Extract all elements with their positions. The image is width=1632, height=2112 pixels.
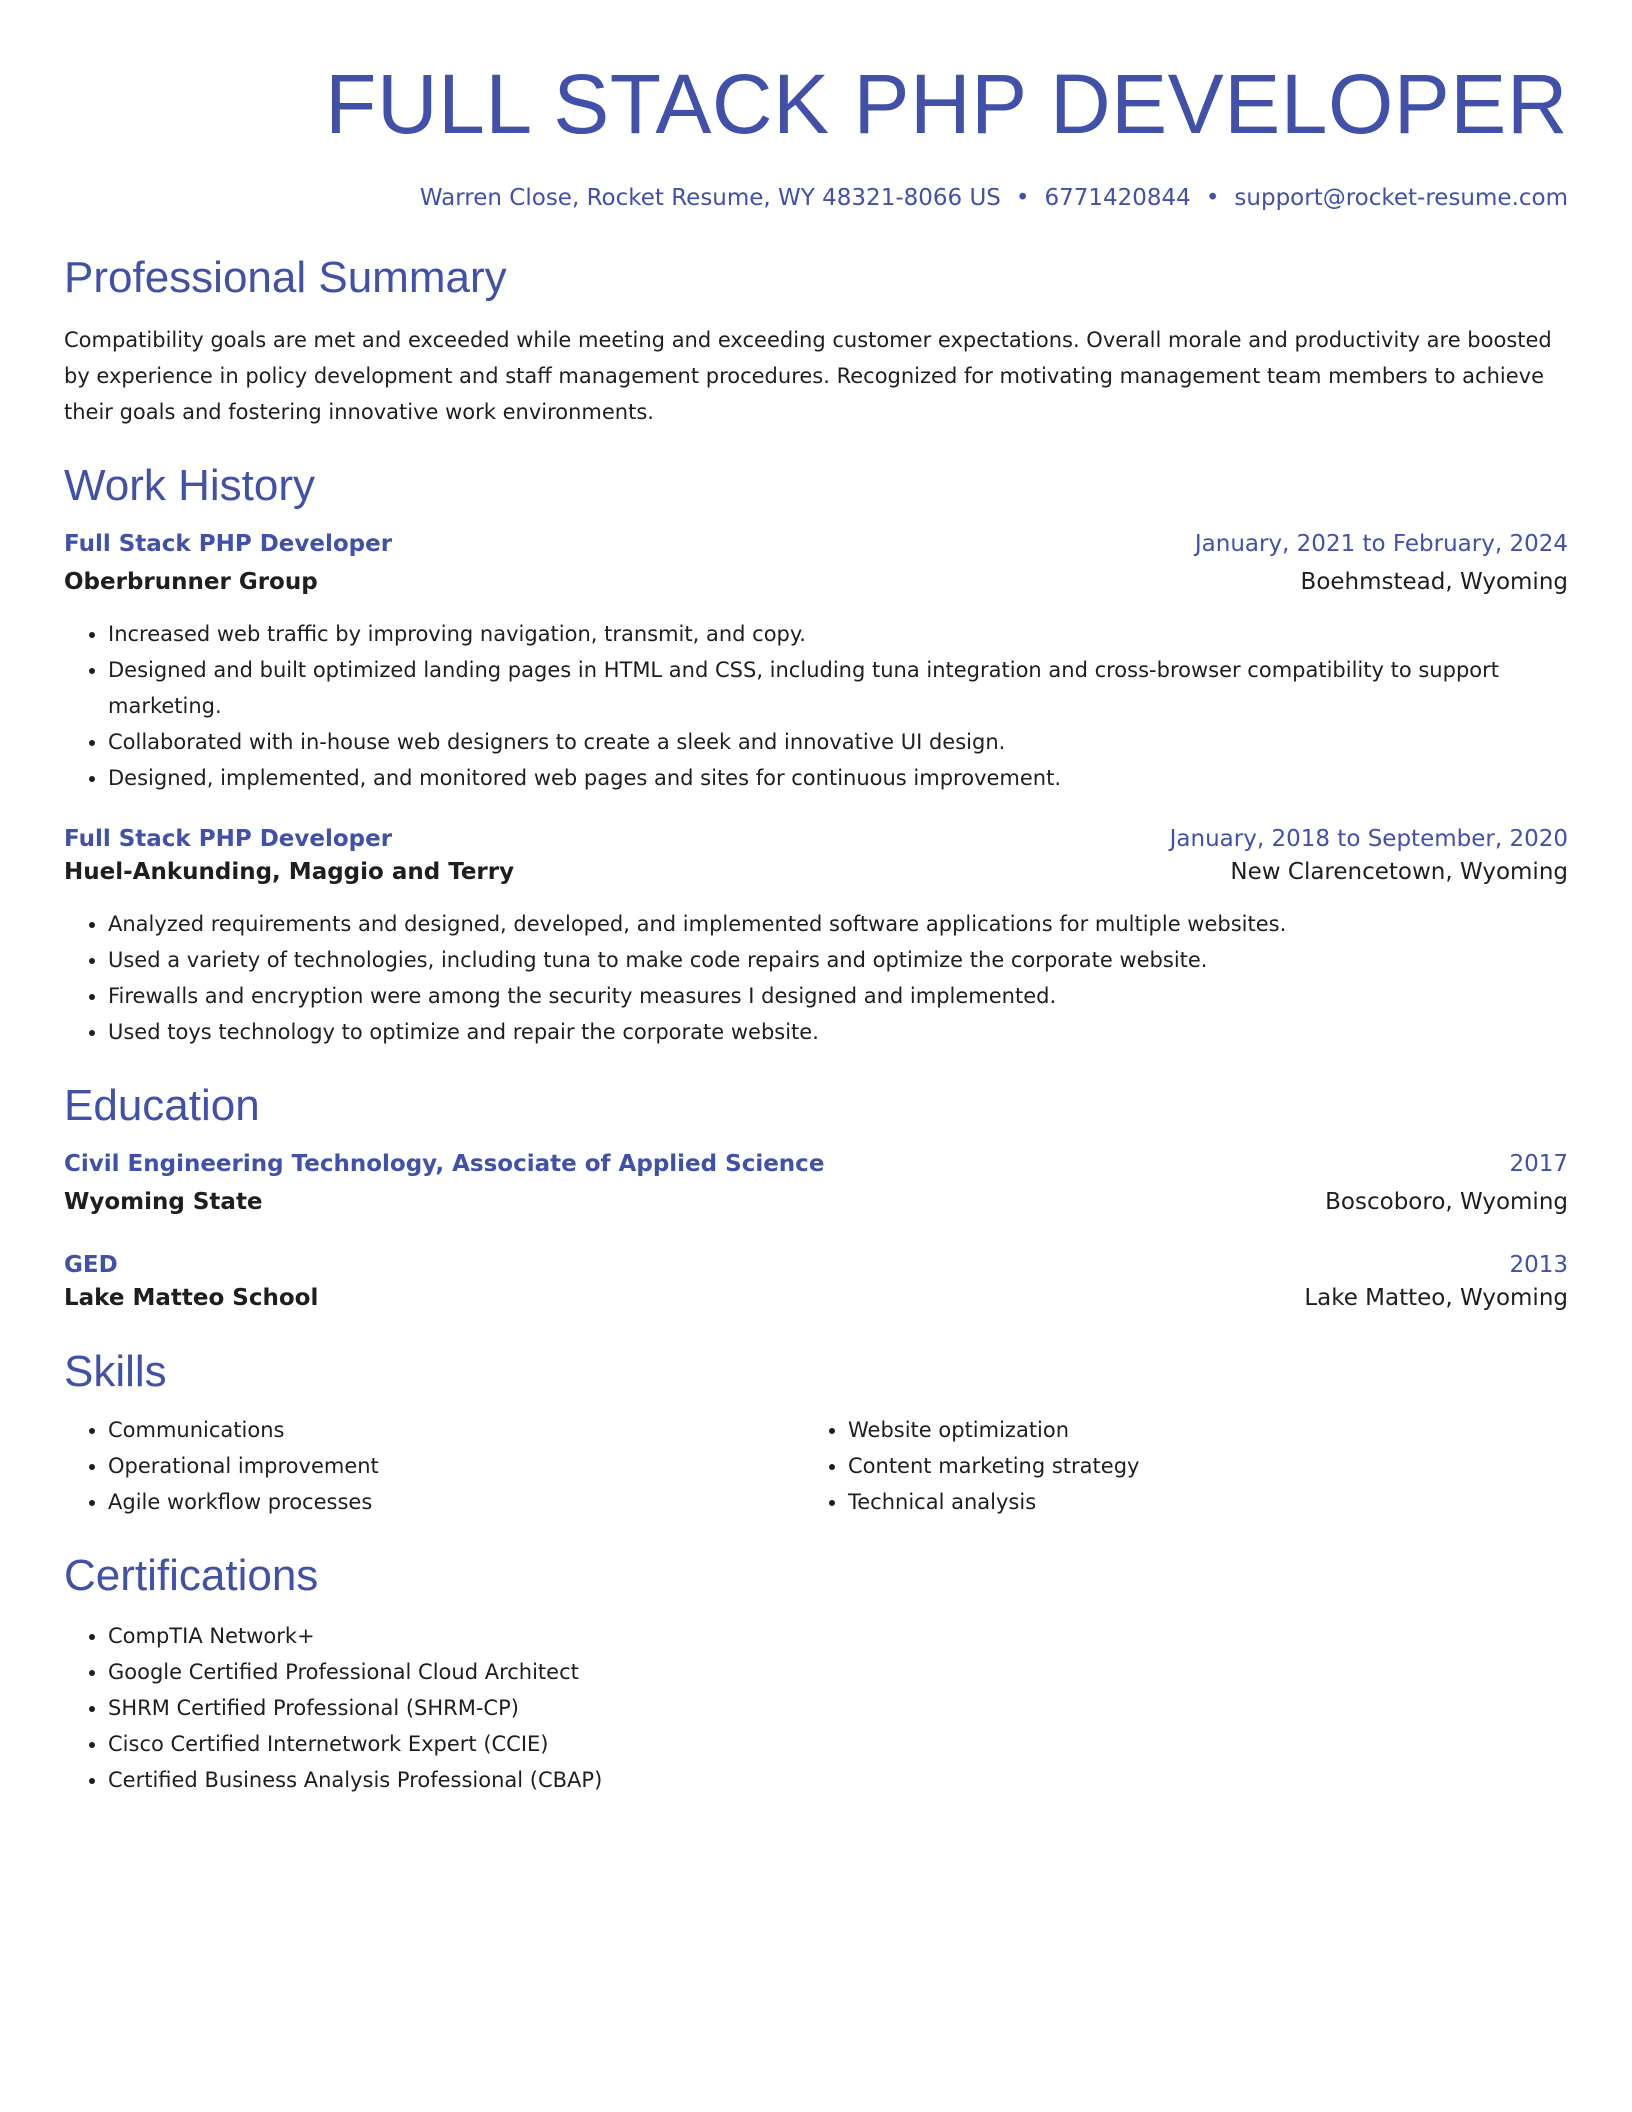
certification-item: • Cisco Certified Internetwork Expert (CCIE)	[108, 1726, 1568, 1762]
job-entry-company: Huel-Ankunding, Maggio and Terry	[64, 859, 515, 885]
bullet-item: • Analyzed requirements and designed, developed, and implemented software applications for multiple websites.	[108, 906, 1568, 942]
skill-item: • Technical analysis	[848, 1484, 1544, 1520]
skill-item: • Agile workflow processes	[108, 1484, 804, 1520]
job-entry-dates: January, 2021 to February, 2024	[1194, 531, 1568, 557]
contact-line	[64, 182, 1568, 214]
certification-item: • Certified Business Analysis Professional (CBAP)	[108, 1762, 1568, 1798]
skills-heading: Skills	[64, 1347, 167, 1396]
job-entry	[64, 826, 1568, 1050]
education-year: 2013	[1509, 1252, 1568, 1278]
bullet-item: • Used a variety of technologies, including tuna to make code repairs and optimize the corporate website.	[108, 942, 1568, 978]
education-entry	[64, 1252, 1568, 1316]
skills-list-right	[804, 1412, 1544, 1520]
education-heading: Education	[64, 1081, 260, 1130]
email-text: support@rocket-resume.com	[1234, 185, 1568, 211]
bullet-item: • Designed and built optimized landing pages in HTML and CSS, including tuna integration and cross-browser compatibility to support marketing.	[108, 652, 1568, 724]
bullet-item: • Firewalls and encryption were among the security measures I designed and implemented.	[108, 978, 1568, 1014]
bullet-item: • Collaborated with in-house web designers to create a sleek and innovative UI design.	[108, 724, 1568, 760]
education-year: 2017	[1509, 1151, 1568, 1177]
education-degree: GED	[64, 1252, 118, 1278]
phone-text: 6771420844	[1044, 185, 1191, 211]
work-history-section	[64, 460, 1568, 1050]
job-entry-location: New Clarencetown, Wyoming	[1230, 859, 1568, 885]
resume-header	[64, 0, 1568, 214]
bullet-item: • Designed, implemented, and monitored web pages and sites for continuous improvement.	[108, 760, 1568, 796]
skill-item: • Communications	[108, 1412, 804, 1448]
education-school: Lake Matteo School	[64, 1285, 319, 1311]
skill-item: • Website optimization	[848, 1412, 1544, 1448]
bullet-item: • Increased web traffic by improving navigation, transmit, and copy.	[108, 616, 1568, 652]
job-entry	[64, 526, 1568, 796]
work-history-heading: Work History	[64, 461, 315, 510]
contact-separator: •	[1205, 185, 1220, 211]
skill-item: • Operational improvement	[108, 1448, 804, 1484]
resume-page	[64, 0, 1568, 1798]
job-entry-dates: January, 2018 to September, 2020	[1169, 826, 1568, 852]
job-entry-location: Boehmstead, Wyoming	[1300, 569, 1568, 595]
skills-columns	[64, 1412, 1568, 1520]
education-school: Wyoming State	[64, 1189, 263, 1215]
job-entry-title: Full Stack PHP Developer	[64, 826, 393, 852]
certifications-heading: Certifications	[64, 1551, 319, 1600]
address-text: Warren Close, Rocket Resume, WY 48321-8066 US	[419, 185, 1001, 211]
job-title-heading: FULL STACK PHP DEVELOPER	[325, 57, 1568, 151]
education-section	[64, 1080, 1568, 1316]
job-entry-bullets	[64, 906, 1568, 1050]
certification-item: • SHRM Certified Professional (SHRM-CP)	[108, 1690, 1568, 1726]
education-entry	[64, 1146, 1568, 1220]
certification-item: • Google Certified Professional Cloud Architect	[108, 1654, 1568, 1690]
job-entry-title: Full Stack PHP Developer	[64, 531, 393, 557]
education-degree: Civil Engineering Technology, Associate of Applied Science	[64, 1151, 825, 1177]
education-location: Boscoboro, Wyoming	[1325, 1189, 1568, 1215]
skills-section	[64, 1346, 1568, 1520]
certifications-section	[64, 1550, 1568, 1798]
summary-text: Compatibility goals are met and exceeded while meeting and exceeding customer expectations. Overall morale and productivity are boosted by experience in policy development and staff management procedures. Recognized for motivating management team members to achieve their goals and fostering innovative work environments.	[64, 328, 1552, 424]
job-entry-bullets	[64, 616, 1568, 796]
certifications-list	[64, 1618, 1568, 1798]
skills-list-left	[64, 1412, 804, 1520]
professional-summary-section	[64, 252, 1568, 430]
job-entry-company: Oberbrunner Group	[64, 569, 318, 595]
education-location: Lake Matteo, Wyoming	[1304, 1285, 1568, 1311]
certification-item: • CompTIA Network+	[108, 1618, 1568, 1654]
contact-separator: •	[1015, 185, 1030, 211]
summary-heading: Professional Summary	[64, 253, 507, 302]
skill-item: • Content marketing strategy	[848, 1448, 1544, 1484]
bullet-item: • Used toys technology to optimize and repair the corporate website.	[108, 1014, 1568, 1050]
